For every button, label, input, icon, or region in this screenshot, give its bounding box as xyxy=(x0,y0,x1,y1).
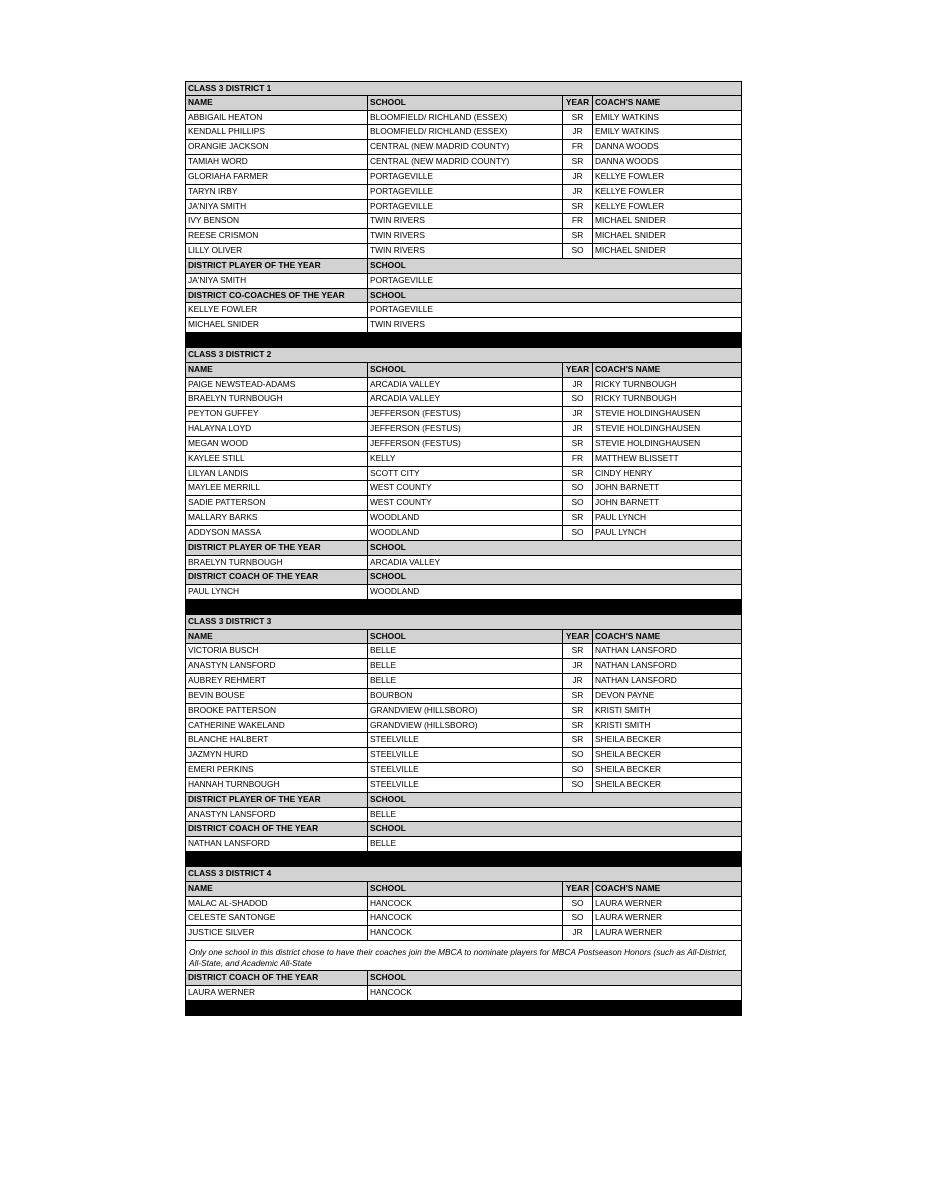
player-school: WEST COUNTY xyxy=(368,496,563,510)
player-name: ANASTYN LANSFORD xyxy=(186,659,368,673)
player-name: PEYTON GUFFEY xyxy=(186,407,368,421)
player-school: HANCOCK xyxy=(368,911,563,925)
player-school: CENTRAL (NEW MADRID COUNTY) xyxy=(368,155,563,169)
player-year: SR xyxy=(563,733,593,747)
coach-name: KRISTI SMITH xyxy=(595,719,651,730)
player-school: KELLY xyxy=(368,452,563,466)
coach-name: KELLYE FOWLER xyxy=(595,200,665,211)
award-row xyxy=(185,318,742,333)
player-year: SO xyxy=(563,748,593,762)
column-header-row xyxy=(185,630,742,645)
player-name: KENDALL PHILLIPS xyxy=(186,125,368,139)
table-row xyxy=(185,526,742,541)
header-year: YEAR xyxy=(563,363,593,377)
table-row xyxy=(185,689,742,704)
coach-name: EMILY WATKINS xyxy=(595,111,659,122)
award-name: KELLYE FOWLER xyxy=(186,303,368,317)
award-school: WOODLAND xyxy=(370,586,420,597)
player-school: CENTRAL (NEW MADRID COUNTY) xyxy=(368,140,563,154)
table-row xyxy=(185,422,742,437)
player-name: HANNAH TURNBOUGH xyxy=(186,778,368,792)
player-year: SR xyxy=(563,644,593,658)
table-row xyxy=(185,763,742,778)
table-row xyxy=(185,214,742,229)
coach-name: STEVIE HOLDINGHAUSEN xyxy=(595,437,701,448)
coach-name: JOHN BARNETT xyxy=(595,497,660,508)
player-school: TWIN RIVERS xyxy=(368,229,563,243)
player-school: BLOOMFIELD/ RICHLAND (ESSEX) xyxy=(368,111,563,125)
player-name: JA'NIYA SMITH xyxy=(186,200,368,214)
player-school: GRANDVIEW (HILLSBORO) xyxy=(368,719,563,733)
award-header-row xyxy=(185,259,742,274)
award-header-row xyxy=(185,289,742,304)
table-row xyxy=(185,733,742,748)
district-section xyxy=(185,867,742,1016)
coach-name: SHEILA BECKER xyxy=(595,764,662,775)
player-school: WEST COUNTY xyxy=(368,481,563,495)
player-year: SO xyxy=(563,911,593,925)
player-name: TARYN IRBY xyxy=(186,185,368,199)
header-name: NAME xyxy=(186,96,368,110)
coach-name: RICKY TURNBOUGH xyxy=(595,378,677,389)
player-year: SR xyxy=(563,511,593,525)
table-row xyxy=(185,467,742,482)
award-row xyxy=(185,556,742,571)
district-title: CLASS 3 DISTRICT 2 xyxy=(188,348,272,359)
player-year: FR xyxy=(563,452,593,466)
header-coach: COACH'S NAME xyxy=(595,96,661,107)
player-school: BELLE xyxy=(368,644,563,658)
player-year: JR xyxy=(563,378,593,392)
player-year: SR xyxy=(563,704,593,718)
table-row xyxy=(185,200,742,215)
player-school: JEFFERSON (FESTUS) xyxy=(368,407,563,421)
district-title: CLASS 3 DISTRICT 1 xyxy=(188,83,272,93)
player-year: SO xyxy=(563,392,593,406)
award-label: DISTRICT COACH OF THE YEAR xyxy=(186,570,368,584)
award-row xyxy=(185,274,742,289)
table-row xyxy=(185,748,742,763)
all-district-sheet xyxy=(185,81,742,1016)
player-name: MAYLEE MERRILL xyxy=(186,481,368,495)
coach-name: KELLYE FOWLER xyxy=(595,185,665,196)
table-row xyxy=(185,911,742,926)
award-school: HANCOCK xyxy=(370,986,412,997)
player-school: WOODLAND xyxy=(368,511,563,525)
player-name: BLANCHE HALBERT xyxy=(186,733,368,747)
player-name: CELESTE SANTONGE xyxy=(186,911,368,925)
player-year: SR xyxy=(563,155,593,169)
header-school: SCHOOL xyxy=(368,630,563,644)
player-name: TAMIAH WORD xyxy=(186,155,368,169)
player-year: SR xyxy=(563,200,593,214)
section-divider xyxy=(185,852,742,867)
column-header-row xyxy=(185,363,742,378)
award-label: DISTRICT COACH OF THE YEAR xyxy=(186,971,368,985)
player-name: AUBREY REHMERT xyxy=(186,674,368,688)
header-year: YEAR xyxy=(563,96,593,110)
player-name: LILLY OLIVER xyxy=(186,244,368,258)
table-row xyxy=(185,170,742,185)
district-title-row xyxy=(185,615,742,630)
coach-name: DEVON PAYNE xyxy=(595,689,655,700)
award-school-label: SCHOOL xyxy=(370,972,406,983)
header-school: SCHOOL xyxy=(368,96,563,110)
coach-name: DANNA WOODS xyxy=(595,156,659,167)
table-row xyxy=(185,511,742,526)
award-name: JA'NIYA SMITH xyxy=(186,274,368,288)
player-school: JEFFERSON (FESTUS) xyxy=(368,422,563,436)
district-title: CLASS 3 DISTRICT 4 xyxy=(188,867,272,878)
coach-name: JOHN BARNETT xyxy=(595,482,660,493)
player-name: SADIE PATTERSON xyxy=(186,496,368,510)
coach-name: MICHAEL SNIDER xyxy=(595,245,666,256)
player-name: BROOKE PATTERSON xyxy=(186,704,368,718)
header-coach: COACH'S NAME xyxy=(595,630,661,641)
award-label: DISTRICT COACH OF THE YEAR xyxy=(186,822,368,836)
award-label: DISTRICT PLAYER OF THE YEAR xyxy=(186,259,368,273)
player-name: PAIGE NEWSTEAD-ADAMS xyxy=(186,378,368,392)
award-row xyxy=(185,303,742,318)
player-name: HALAYNA LOYD xyxy=(186,422,368,436)
award-name: PAUL LYNCH xyxy=(186,585,368,599)
table-row xyxy=(185,392,742,407)
table-row xyxy=(185,244,742,259)
coach-name: LAURA WERNER xyxy=(595,927,663,938)
section-divider xyxy=(185,1001,742,1016)
award-row xyxy=(185,837,742,852)
award-school: BELLE xyxy=(370,808,397,819)
player-name: VICTORIA BUSCH xyxy=(186,644,368,658)
player-year: SR xyxy=(563,437,593,451)
award-header-row xyxy=(185,570,742,585)
header-name: NAME xyxy=(186,363,368,377)
player-year: FR xyxy=(563,214,593,228)
player-school: TWIN RIVERS xyxy=(368,244,563,258)
award-name: LAURA WERNER xyxy=(186,986,368,1000)
player-school: WOODLAND xyxy=(368,526,563,540)
player-school: STEELVILLE xyxy=(368,778,563,792)
coach-name: STEVIE HOLDINGHAUSEN xyxy=(595,408,701,419)
award-row xyxy=(185,986,742,1001)
player-school: PORTAGEVILLE xyxy=(368,185,563,199)
section-divider xyxy=(185,600,742,615)
coach-name: NATHAN LANSFORD xyxy=(595,675,677,686)
table-row xyxy=(185,185,742,200)
table-row xyxy=(185,926,742,941)
coach-name: KELLYE FOWLER xyxy=(595,170,665,181)
award-school-label: SCHOOL xyxy=(370,289,406,300)
player-year: JR xyxy=(563,185,593,199)
award-name: ANASTYN LANSFORD xyxy=(186,808,368,822)
table-row xyxy=(185,452,742,467)
section-divider xyxy=(185,333,742,348)
player-year: SO xyxy=(563,244,593,258)
player-year: SR xyxy=(563,467,593,481)
award-school: TWIN RIVERS xyxy=(370,319,425,330)
player-school: SCOTT CITY xyxy=(368,467,563,481)
coach-name: LAURA WERNER xyxy=(595,912,663,923)
award-school-label: SCHOOL xyxy=(370,823,406,834)
table-row xyxy=(185,378,742,393)
player-name: KAYLEE STILL xyxy=(186,452,368,466)
player-school: HANCOCK xyxy=(368,897,563,911)
player-year: SO xyxy=(563,481,593,495)
player-year: SR xyxy=(563,111,593,125)
player-name: IVY BENSON xyxy=(186,214,368,228)
table-row xyxy=(185,229,742,244)
player-school: STEELVILLE xyxy=(368,763,563,777)
player-year: SR xyxy=(563,719,593,733)
player-name: REESE CRISMON xyxy=(186,229,368,243)
header-school: SCHOOL xyxy=(368,363,563,377)
player-year: SO xyxy=(563,496,593,510)
table-row xyxy=(185,897,742,912)
table-row xyxy=(185,407,742,422)
award-name: BRAELYN TURNBOUGH xyxy=(186,556,368,570)
table-row xyxy=(185,437,742,452)
player-name: CATHERINE WAKELAND xyxy=(186,719,368,733)
coach-name: NATHAN LANSFORD xyxy=(595,645,677,656)
player-school: ARCADIA VALLEY xyxy=(368,392,563,406)
award-school-label: SCHOOL xyxy=(370,259,406,270)
award-school-label: SCHOOL xyxy=(370,571,406,582)
award-label: DISTRICT PLAYER OF THE YEAR xyxy=(186,793,368,807)
player-year: JR xyxy=(563,422,593,436)
header-name: NAME xyxy=(186,630,368,644)
award-name: MICHAEL SNIDER xyxy=(186,318,368,332)
district-title-row xyxy=(185,81,742,96)
player-name: ADDYSON MASSA xyxy=(186,526,368,540)
player-school: BLOOMFIELD/ RICHLAND (ESSEX) xyxy=(368,125,563,139)
column-header-row xyxy=(185,882,742,897)
coach-name: MICHAEL SNIDER xyxy=(595,230,666,241)
player-school: HANCOCK xyxy=(368,926,563,940)
coach-name: SHEILA BECKER xyxy=(595,778,662,789)
award-row xyxy=(185,585,742,600)
header-name: NAME xyxy=(186,882,368,896)
table-row xyxy=(185,496,742,511)
district-section xyxy=(185,348,742,615)
award-header-row xyxy=(185,541,742,556)
header-year: YEAR xyxy=(563,882,593,896)
coach-name: MICHAEL SNIDER xyxy=(595,215,666,226)
player-name: GLORIAHA FARMER xyxy=(186,170,368,184)
coach-name: PAUL LYNCH xyxy=(595,512,647,523)
table-row xyxy=(185,674,742,689)
award-school: ARCADIA VALLEY xyxy=(370,556,441,567)
table-row xyxy=(185,481,742,496)
player-name: MALLARY BARKS xyxy=(186,511,368,525)
coach-name: NATHAN LANSFORD xyxy=(595,660,677,671)
player-year: JR xyxy=(563,170,593,184)
award-header-row xyxy=(185,793,742,808)
coach-name: STEVIE HOLDINGHAUSEN xyxy=(595,423,701,434)
award-name: NATHAN LANSFORD xyxy=(186,837,368,851)
award-label: DISTRICT PLAYER OF THE YEAR xyxy=(186,541,368,555)
player-school: TWIN RIVERS xyxy=(368,214,563,228)
player-name: LILYAN LANDIS xyxy=(186,467,368,481)
award-header-row xyxy=(185,822,742,837)
header-year: YEAR xyxy=(563,630,593,644)
award-school-label: SCHOOL xyxy=(370,541,406,552)
player-name: MALAC AL-SHADOD xyxy=(186,897,368,911)
table-row xyxy=(185,704,742,719)
table-row xyxy=(185,719,742,734)
player-school: BELLE xyxy=(368,659,563,673)
player-year: SO xyxy=(563,763,593,777)
player-year: JR xyxy=(563,674,593,688)
player-name: JAZMYN HURD xyxy=(186,748,368,762)
player-year: SR xyxy=(563,229,593,243)
award-header-row xyxy=(185,971,742,986)
coach-name: SHEILA BECKER xyxy=(595,749,662,760)
table-row xyxy=(185,155,742,170)
coach-name: SHEILA BECKER xyxy=(595,734,662,745)
coach-name: RICKY TURNBOUGH xyxy=(595,393,677,404)
coach-name: DANNA WOODS xyxy=(595,141,659,152)
player-name: ABBIGAIL HEATON xyxy=(186,111,368,125)
table-row xyxy=(185,659,742,674)
district-title-row xyxy=(185,867,742,882)
district-title: CLASS 3 DISTRICT 3 xyxy=(188,615,272,626)
district-title-row xyxy=(185,348,742,363)
coach-name: MATTHEW BLISSETT xyxy=(595,452,679,463)
player-year: SO xyxy=(563,526,593,540)
table-row xyxy=(185,111,742,126)
table-row xyxy=(185,778,742,793)
player-year: JR xyxy=(563,407,593,421)
award-row xyxy=(185,808,742,823)
column-header-row xyxy=(185,96,742,111)
player-school: JEFFERSON (FESTUS) xyxy=(368,437,563,451)
player-school: PORTAGEVILLE xyxy=(368,200,563,214)
player-name: BRAELYN TURNBOUGH xyxy=(186,392,368,406)
player-name: EMERI PERKINS xyxy=(186,763,368,777)
player-school: GRANDVIEW (HILLSBORO) xyxy=(368,704,563,718)
award-school: PORTAGEVILLE xyxy=(370,304,433,315)
coach-name: LAURA WERNER xyxy=(595,897,663,908)
player-school: STEELVILLE xyxy=(368,748,563,762)
player-name: JUSTICE SILVER xyxy=(186,926,368,940)
table-row xyxy=(185,140,742,155)
player-year: SO xyxy=(563,778,593,792)
player-year: SR xyxy=(563,689,593,703)
district-note: Only one school in this district chose to have their coaches join the MBCA to nominate players for MBCA Postseason Honors (such as All-District, All-State, and Academic All-State xyxy=(185,941,742,971)
header-coach: COACH'S NAME xyxy=(595,882,661,893)
coach-name: PAUL LYNCH xyxy=(595,526,647,537)
player-year: JR xyxy=(563,125,593,139)
award-school: BELLE xyxy=(370,838,397,849)
player-year: JR xyxy=(563,926,593,940)
header-coach: COACH'S NAME xyxy=(595,363,661,374)
player-name: ORANGIE JACKSON xyxy=(186,140,368,154)
player-school: STEELVILLE xyxy=(368,733,563,747)
player-school: ARCADIA VALLEY xyxy=(368,378,563,392)
table-row xyxy=(185,644,742,659)
award-school-label: SCHOOL xyxy=(370,793,406,804)
player-year: FR xyxy=(563,140,593,154)
table-row xyxy=(185,125,742,140)
coach-name: KRISTI SMITH xyxy=(595,704,651,715)
header-school: SCHOOL xyxy=(368,882,563,896)
award-label: DISTRICT CO-COACHES OF THE YEAR xyxy=(186,289,368,303)
district-section xyxy=(185,81,742,348)
player-school: BOURBON xyxy=(368,689,563,703)
player-school: BELLE xyxy=(368,674,563,688)
coach-name: EMILY WATKINS xyxy=(595,126,659,137)
player-year: JR xyxy=(563,659,593,673)
district-section xyxy=(185,615,742,867)
player-year: SO xyxy=(563,897,593,911)
player-name: BEVIN BOUSE xyxy=(186,689,368,703)
player-name: MEGAN WOOD xyxy=(186,437,368,451)
award-school: PORTAGEVILLE xyxy=(370,274,433,285)
coach-name: CINDY HENRY xyxy=(595,467,653,478)
player-school: PORTAGEVILLE xyxy=(368,170,563,184)
